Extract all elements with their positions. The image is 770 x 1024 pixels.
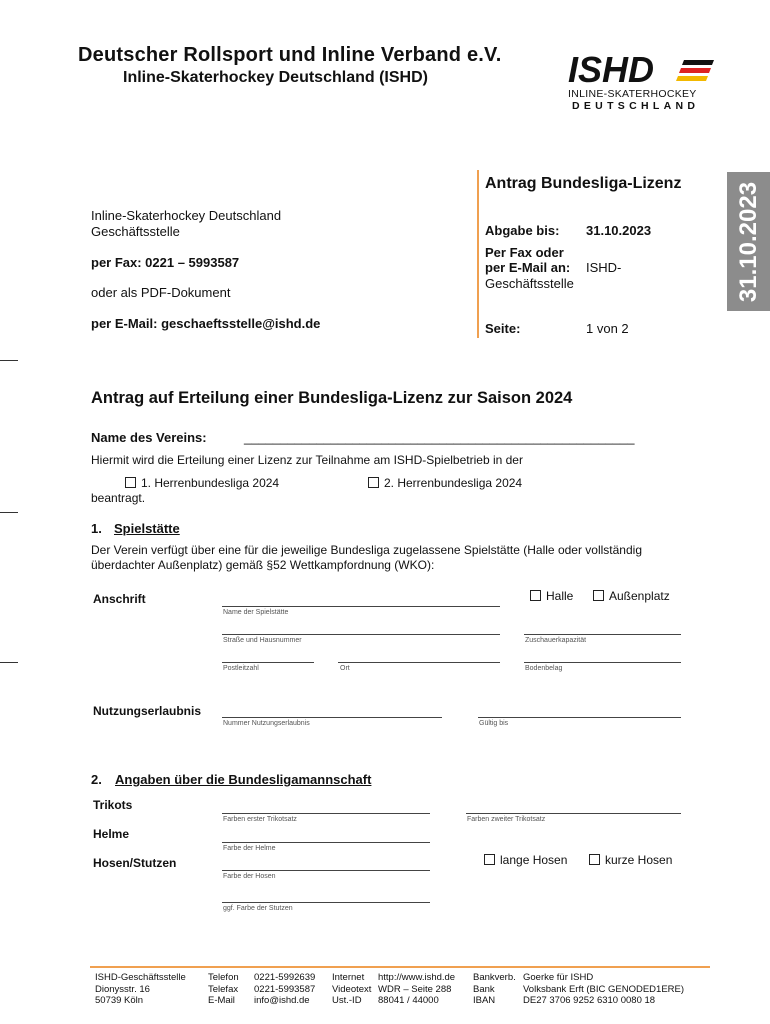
recipient-line2: Geschäftsstelle (91, 224, 180, 239)
footer-text: DE27 3706 9252 6310 0080 18 (523, 995, 656, 1006)
recipient-line1: Inline-Skaterhockey Deutschland (91, 208, 282, 223)
pdf-note: oder als PDF-Dokument (91, 285, 231, 300)
main-heading: Antrag auf Erteilung einer Bundesliga-Lizenz zur Saison 2024 (91, 389, 573, 407)
deadline-banner-text: 31.10.2023 (734, 181, 762, 302)
checkbox-icon[interactable] (368, 477, 379, 488)
footer-text: E-Mail (208, 995, 235, 1006)
org-title: Deutscher Rollsport und Inline Verband e.V. (78, 44, 502, 66)
helmets-label: Helme (93, 827, 130, 841)
option-1-label: 1. Herrenbundesliga 2024 (141, 476, 280, 490)
socks-color-caption: ggf. Farbe der Stutzen (223, 905, 293, 912)
long-pants-label: lange Hosen (500, 853, 568, 867)
send-recipient-1: ISHD- (586, 260, 622, 275)
short-pants-checkbox[interactable] (589, 853, 672, 867)
permit-number-caption: Nummer Nutzungserlaubnis (223, 720, 310, 727)
flooring-caption: Bodenbelag (525, 665, 563, 672)
section-2-number: 2. (91, 772, 102, 787)
postal-code-caption: Postleitzahl (223, 665, 259, 672)
footer-web-labels (332, 972, 371, 1007)
venue-name-caption: Name der Spielstätte (223, 609, 289, 616)
footer-text: 0221-5993587 (254, 983, 316, 995)
capacity-caption: Zuschauerkapazität (525, 637, 587, 644)
logo-country: DEUTSCHLAND (572, 100, 700, 112)
valid-until-caption: Gültig bis (479, 720, 509, 727)
pants-color-caption: Farbe der Hosen (223, 873, 276, 880)
due-date: 31.10.2023 (586, 223, 652, 238)
long-pants-checkbox[interactable] (484, 853, 567, 867)
email-address: per E-Mail: geschaeftsstelle@ishd.de (91, 316, 321, 331)
short-pants-label: kurze Hosen (605, 853, 673, 867)
form-title: Antrag Bundesliga-Lizenz (485, 175, 682, 192)
street-caption: Straße und Hausnummer (223, 637, 302, 644)
footer-text: Bankverb. (473, 972, 516, 983)
permit-number-field[interactable] (222, 717, 442, 718)
club-name-label: Name des Vereins: (91, 430, 207, 445)
footer-text: Videotext (332, 983, 372, 995)
send-recipient-2: Geschäftsstelle (485, 276, 574, 291)
fax-number: per Fax: 0221 – 5993587 (91, 255, 240, 270)
footer-text: Goerke für ISHD (523, 972, 594, 983)
pants-color-field[interactable] (222, 870, 430, 871)
aussenplatz-checkbox[interactable] (593, 589, 670, 603)
info-divider (477, 170, 479, 338)
page-label: Seite: (485, 321, 521, 336)
venue-name-field[interactable] (222, 606, 500, 607)
footer-address (95, 972, 186, 1007)
footer-text: 88041 / 44000 (378, 995, 439, 1006)
street-field[interactable] (222, 634, 500, 635)
checkbox-icon[interactable] (484, 854, 495, 865)
section-1-text: Der Verein verfügt über eine für die jeweilige Bundesliga zugelassene Spielstätte (Halle oder vollständig überdachter Außenplatz) gemäß §52 Wettkampfordnung (WKO): (91, 543, 642, 572)
flooring-field[interactable] (524, 662, 681, 663)
footer-text: 0221-5992639 (254, 972, 316, 983)
jerseys-label: Trikots (93, 798, 133, 812)
footer-text: Telefax (208, 983, 239, 995)
footer-bank-values (523, 972, 684, 1007)
socks-color-field[interactable] (222, 902, 430, 903)
section-2-title: Angaben über die Bundesligamannschaft (115, 772, 372, 787)
footer-text: IBAN (473, 995, 496, 1006)
footer-web-values (378, 972, 455, 1007)
city-caption: Ort (340, 665, 350, 672)
halle-checkbox[interactable] (530, 589, 573, 603)
send-label-2: per E-Mail an: (485, 260, 571, 275)
footer-text: Ust.-ID (332, 995, 362, 1006)
pants-socks-label: Hosen/Stutzen (93, 856, 177, 870)
footer-text: 50739 Köln (95, 995, 144, 1006)
logo-wordmark: ISHD (568, 52, 655, 90)
footer-text: Telefon (208, 972, 239, 983)
option-2-label: 2. Herrenbundesliga 2024 (384, 476, 523, 490)
jersey-colors-1-field[interactable] (222, 813, 430, 814)
fold-mark (0, 360, 18, 361)
footer-text: info@ishd.de (254, 995, 310, 1006)
jersey-colors-1-caption: Farben erster Trikotsatz (223, 816, 297, 823)
footer-bank-labels (473, 972, 516, 1007)
due-label: Abgabe bis: (485, 223, 560, 238)
postal-code-field[interactable] (222, 662, 314, 663)
usage-permit-label: Nutzungserlaubnis (93, 704, 202, 718)
logo-subtitle: INLINE-SKATERHOCKEY (568, 88, 697, 100)
footer-text: Internet (332, 972, 365, 983)
org-subtitle: Inline-Skaterhockey Deutschland (ISHD) (123, 69, 428, 86)
checkbox-icon[interactable] (589, 854, 600, 865)
fold-mark (0, 512, 18, 513)
send-label-1: Per Fax oder (485, 245, 564, 260)
valid-until-field[interactable] (478, 717, 681, 718)
fold-mark (0, 662, 18, 663)
option-1-checkbox[interactable] (125, 476, 279, 490)
checkbox-icon[interactable] (593, 590, 604, 601)
capacity-field[interactable] (524, 634, 681, 635)
footer-contact-labels (208, 972, 239, 1007)
city-field[interactable] (338, 662, 500, 663)
footer-text: Bank (473, 983, 495, 995)
jersey-colors-2-caption: Farben zweiter Trikotsatz (467, 816, 546, 823)
beantragt-text: beantragt. (91, 491, 146, 505)
club-name-field[interactable]: ______________________________________________________ (244, 430, 635, 445)
footer-text: ISHD-Geschäftsstelle (95, 972, 186, 983)
page-number: 1 von 2 (586, 321, 629, 336)
footer-text: WDR – Seite 288 (378, 983, 452, 995)
footer-text: Volksbank Erft (BIC GENODED1ERE) (523, 983, 685, 995)
section-1-title: Spielstätte (114, 521, 180, 536)
address-label: Anschrift (93, 592, 146, 606)
intro-text: Hiermit wird die Erteilung einer Lizenz zur Teilnahme am ISHD-Spielbetrieb in der (91, 453, 523, 467)
footer-text: http://www.ishd.de (378, 972, 456, 983)
halle-label: Halle (546, 589, 574, 603)
footer-contact-values (254, 972, 315, 1007)
section-1-number: 1. (91, 521, 102, 536)
option-2-checkbox[interactable] (368, 476, 522, 490)
aussenplatz-label: Außenplatz (609, 589, 670, 603)
footer-divider (90, 966, 710, 968)
checkbox-icon[interactable] (530, 590, 541, 601)
helmet-color-caption: Farbe der Helme (223, 845, 276, 852)
helmet-color-field[interactable] (222, 842, 430, 843)
jersey-colors-2-field[interactable] (466, 813, 681, 814)
checkbox-icon[interactable] (125, 477, 136, 488)
footer-text: Dionysstr. 16 (95, 983, 150, 995)
deadline-banner (727, 172, 770, 311)
